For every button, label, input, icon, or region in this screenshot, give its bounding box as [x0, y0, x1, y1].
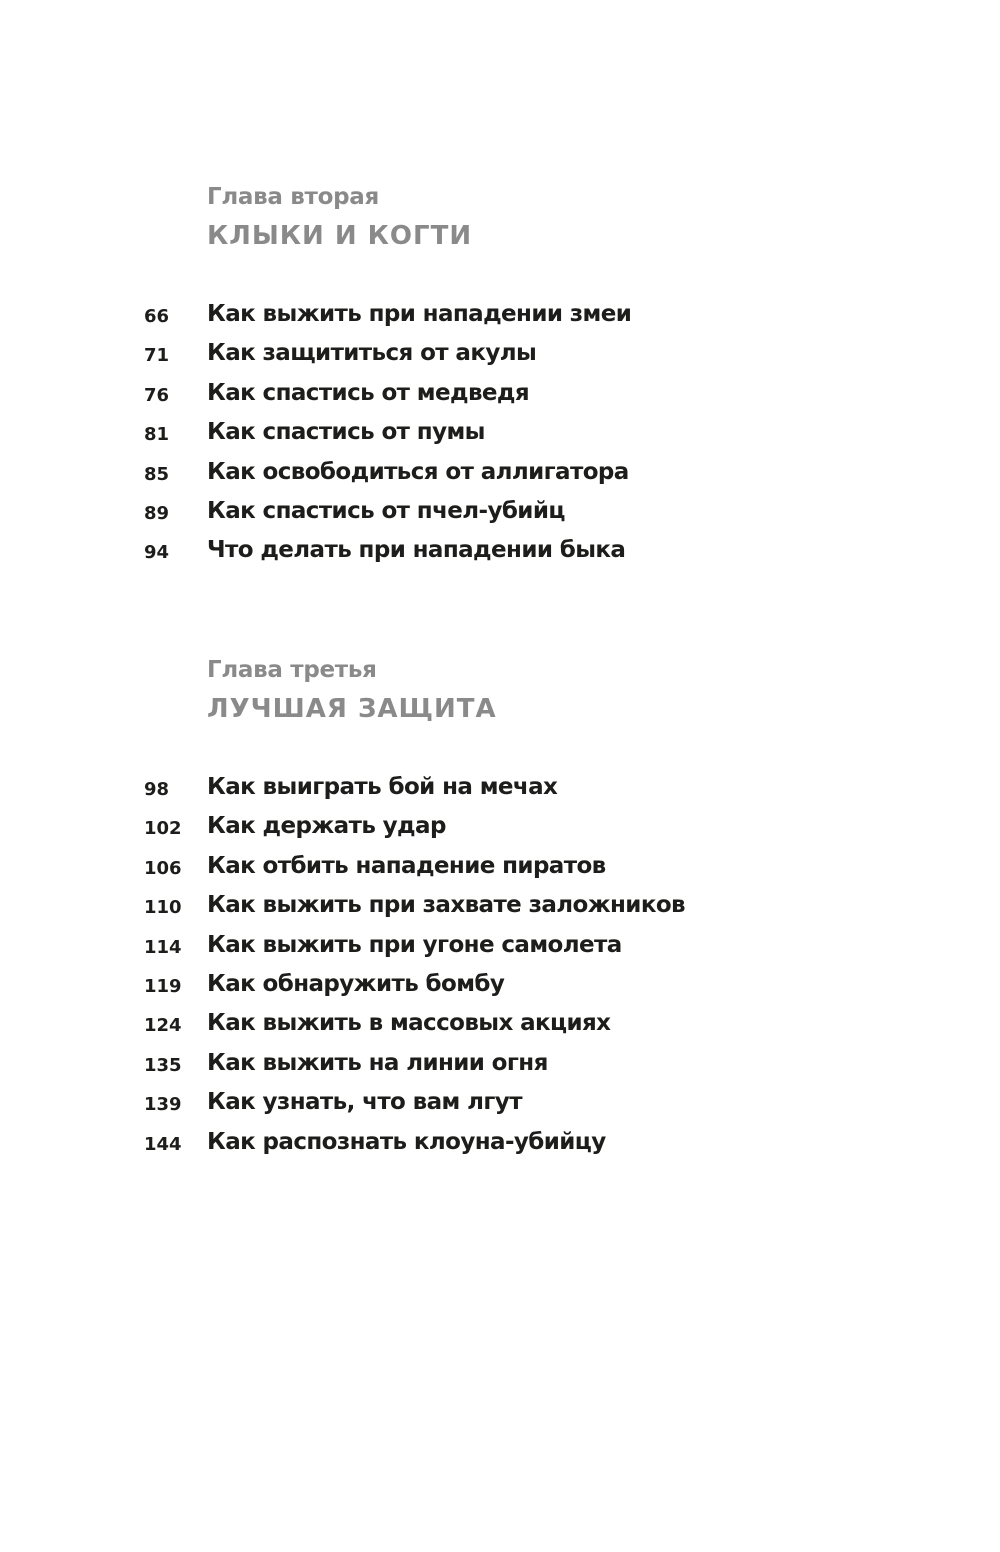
toc-page-number: 144	[144, 1133, 182, 1155]
toc-page-number: 98	[144, 779, 170, 800]
toc-entry[interactable]	[0, 417, 1000, 456]
toc-entry[interactable]	[0, 457, 1000, 496]
chapter-title: ЛУЧШАЯ ЗАЩИТА	[207, 694, 497, 724]
toc-page-number: 114	[144, 936, 182, 958]
chapter-2-heading	[207, 183, 472, 251]
toc-page-number: 106	[144, 857, 182, 879]
toc-page-number: 119	[144, 975, 182, 997]
toc-entry-title: Как отбить нападение пиратов	[207, 852, 606, 879]
chapter-kicker: Глава вторая	[207, 184, 379, 210]
toc-page-number: 76	[144, 384, 170, 406]
toc-entry[interactable]	[0, 1008, 1000, 1047]
toc-page-number: 102	[144, 818, 182, 840]
toc-entry[interactable]	[0, 496, 1000, 535]
toc-entry[interactable]	[0, 338, 1000, 377]
toc-entry[interactable]	[0, 1127, 1000, 1166]
toc-page-number: 85	[144, 463, 170, 485]
toc-entry[interactable]	[0, 890, 1000, 929]
toc-entry[interactable]	[0, 930, 1000, 969]
toc-page-number: 124	[144, 1015, 182, 1037]
toc-list-chapter-3	[0, 772, 1000, 1166]
toc-entry-title: Как обнаружить бомбу	[207, 970, 505, 997]
toc-entry[interactable]	[0, 969, 1000, 1008]
chapter-title: КЛЫКИ И КОГТИ	[207, 221, 473, 251]
chapter-kicker: Глава третья	[207, 657, 377, 683]
toc-page-number: 81	[144, 424, 170, 446]
toc-entry-title: Как защититься от акулы	[207, 340, 537, 367]
toc-entry-title: Как выиграть бой на мечах	[207, 774, 558, 800]
toc-entry-title: Как выжить при угоне самолета	[207, 931, 622, 958]
toc-page-number: 94	[144, 542, 170, 564]
toc-page-number: 89	[144, 502, 170, 524]
toc-entry-title: Как узнать, что вам лгут	[207, 1089, 522, 1116]
toc-entry[interactable]	[0, 1087, 1000, 1126]
toc-entry-title: Как выжить в массовых акциях	[207, 1010, 611, 1037]
toc-page-number: 110	[144, 897, 182, 919]
chapter-3-heading	[207, 656, 497, 724]
toc-entry-title: Как выжить при нападении змеи	[207, 301, 632, 327]
toc-page-number: 135	[144, 1054, 182, 1076]
toc-entry-title: Как выжить при захвате заложников	[207, 892, 685, 919]
toc-entry[interactable]	[0, 811, 1000, 850]
toc-entry-title: Как спастись от пчел-убийц	[207, 497, 565, 524]
toc-entry-title: Как держать удар	[207, 813, 446, 840]
toc-entry-title: Как выжить на линии огня	[207, 1049, 548, 1076]
toc-entry[interactable]	[0, 378, 1000, 417]
toc-entry-title: Как освободиться от аллигатора	[207, 458, 629, 485]
toc-page-number: 139	[144, 1094, 182, 1116]
toc-list-chapter-2	[0, 299, 1000, 575]
toc-page-number: 66	[144, 306, 170, 327]
toc-entry[interactable]	[0, 772, 1000, 811]
toc-entry-title: Как спастись от медведя	[207, 379, 530, 406]
toc-entry-title: Как распознать клоуна-убийцу	[207, 1128, 606, 1155]
toc-entry[interactable]	[0, 1048, 1000, 1087]
toc-entry-title: Что делать при нападении быка	[207, 537, 626, 564]
toc-entry[interactable]	[0, 851, 1000, 890]
toc-entry-title: Как спастись от пумы	[207, 419, 485, 446]
toc-page-number: 71	[144, 345, 170, 367]
toc-entry[interactable]	[0, 535, 1000, 574]
toc-entry[interactable]	[0, 299, 1000, 338]
